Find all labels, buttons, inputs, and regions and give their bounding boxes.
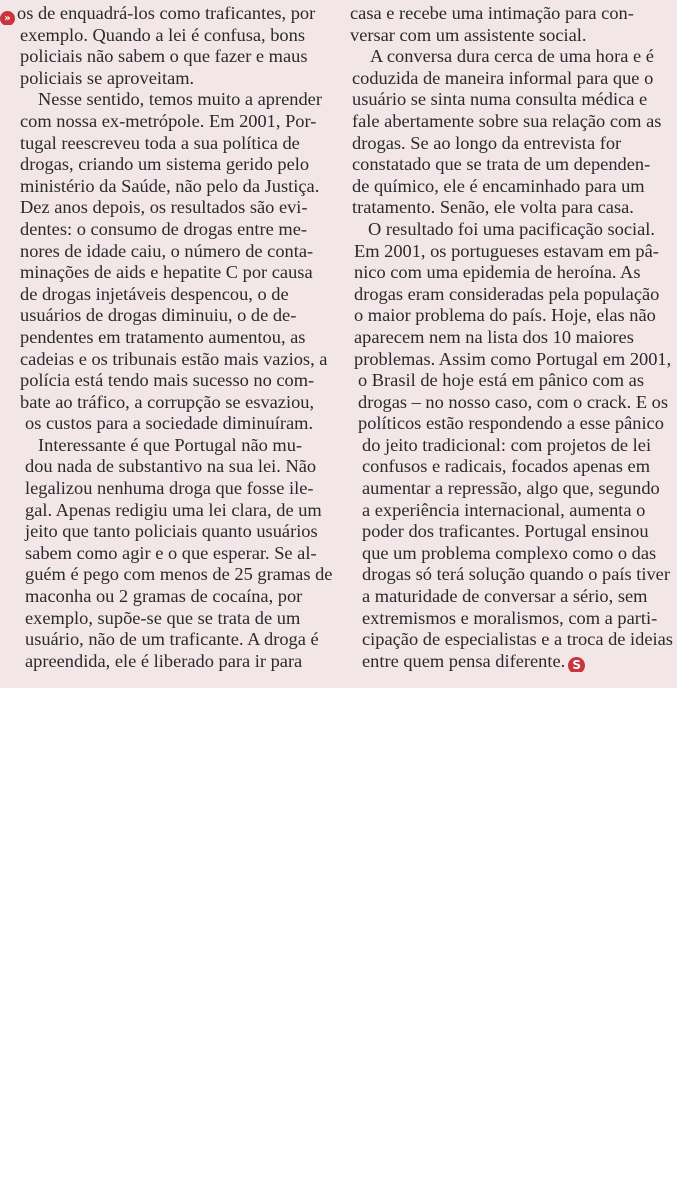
text-line: drogas. Se ao longo da entrevista for bbox=[352, 132, 622, 153]
text-line: polícia está tendo mais sucesso no com- bbox=[20, 370, 315, 391]
text-line: o maior problema do país. Hoje, elas não bbox=[354, 305, 656, 326]
paragraph-start-line: Interessante é que Portugal não mu- bbox=[38, 434, 303, 455]
text-line: nico com uma epidemia de heroína. As bbox=[354, 262, 641, 283]
text-line: cipação de especialistas e a troca de ideias bbox=[362, 629, 673, 650]
text-line: problemas. Assim como Portugal em 2001, bbox=[354, 348, 672, 369]
text-line: políticos estão respondendo a esse pânico bbox=[358, 413, 664, 434]
continuation-icon: » bbox=[0, 11, 15, 25]
text-line: tugal reescreveu toda a sua política de bbox=[20, 132, 300, 153]
text-line: que um problema complexo como o das bbox=[362, 542, 657, 563]
text-line: sabem como agir e o que esperar. Se al- bbox=[25, 542, 317, 563]
text-line: policiais não sabem o que fazer e maus bbox=[20, 46, 308, 67]
text-line bbox=[350, 651, 675, 673]
line-text: entre quem pensa diferente. bbox=[362, 650, 566, 671]
text-line: Dez anos depois, os resultados são evi- bbox=[20, 197, 308, 218]
text-line: aumentar a repressão, algo que, segundo bbox=[362, 478, 660, 499]
text-line bbox=[0, 3, 340, 25]
text-line: dou nada de substantivo na sua lei. Não bbox=[25, 456, 317, 477]
text-line: do jeito tradicional: com projetos de lei bbox=[362, 434, 652, 455]
text-line: policiais se aproveitam. bbox=[20, 67, 195, 88]
text-line: constatado que se trata de um dependen- bbox=[352, 154, 651, 175]
text-line: bate ao tráfico, a corrupção se esvaziou, bbox=[20, 391, 315, 412]
text-line: o Brasil de hoje está em pânico com as bbox=[358, 370, 644, 391]
paragraph-start-line: A conversa dura cerca de uma hora e é bbox=[370, 46, 654, 67]
text-line: a maturidade de conversar a sério, sem bbox=[362, 586, 648, 607]
text-line: aparecem nem na lista dos 10 maiores bbox=[354, 326, 634, 347]
right-text-column bbox=[350, 3, 675, 672]
paragraph-start-line: Nesse sentido, temos muito a aprender bbox=[38, 89, 322, 110]
text-line: maconha ou 2 gramas de cocaína, por bbox=[25, 586, 303, 607]
text-line: cadeias e os tribunais estão mais vazios, a bbox=[20, 348, 328, 369]
text-line: Em 2001, os portugueses estavam em pâ- bbox=[354, 240, 659, 261]
text-line: gal. Apenas redigiu uma lei clara, de um bbox=[25, 499, 322, 520]
text-line: jeito que tanto policiais quanto usuários bbox=[25, 521, 318, 542]
text-line: poder dos traficantes. Portugal ensinou bbox=[362, 521, 649, 542]
text-line: apreendida, ele é liberado para ir para bbox=[25, 650, 303, 671]
end-of-article-icon: S bbox=[568, 657, 585, 673]
text-line: drogas – no nosso caso, com o crack. E os bbox=[358, 391, 669, 412]
text-line: casa e recebe uma intimação para con- bbox=[350, 3, 634, 23]
text-line: coduzida de maneira informal para que o bbox=[352, 67, 654, 88]
text-line: legalizou nenhuma droga que fosse ile- bbox=[25, 478, 314, 499]
text-line: com nossa ex-metrópole. Em 2001, Por- bbox=[20, 110, 317, 131]
text-line: dentes: o consumo de drogas entre me- bbox=[20, 218, 308, 239]
text-line: exemplo, supõe-se que se trata de um bbox=[25, 607, 301, 628]
text-line: extremismos e moralismos, com a parti- bbox=[362, 607, 658, 628]
text-line: exemplo. Quando a lei é confusa, bons bbox=[20, 24, 305, 45]
left-text-column bbox=[0, 3, 340, 672]
text-line: confusos e radicais, focados apenas em bbox=[362, 456, 651, 477]
text-line: drogas só terá solução quando o país tiver bbox=[362, 564, 670, 585]
paragraph-start-line: O resultado foi uma pacificação social. bbox=[368, 218, 655, 239]
text-line: tratamento. Senão, ele volta para casa. bbox=[352, 197, 634, 218]
text-line: minações de aids e hepatite C por causa bbox=[20, 262, 313, 283]
text-line: nores de idade caiu, o número de conta- bbox=[20, 240, 314, 261]
text-line: de drogas injetáveis despencou, o de bbox=[20, 283, 289, 304]
text-line: pendentes em tratamento aumentou, as bbox=[20, 326, 306, 347]
text-line: versar com um assistente social. bbox=[350, 24, 587, 45]
text-line: drogas, criando um sistema gerido pelo bbox=[20, 154, 310, 175]
text-line: usuário se sinta numa consulta médica e bbox=[352, 89, 648, 110]
text-line: de químico, ele é encaminhado para um bbox=[352, 175, 645, 196]
text-line: a experiência internacional, aumenta o bbox=[362, 499, 646, 520]
text-line: os custos para a sociedade diminuíram. bbox=[25, 413, 314, 434]
text-line: drogas eram consideradas pela população bbox=[354, 283, 660, 304]
text-line: fale abertamente sobre sua relação com as bbox=[352, 110, 662, 131]
line-text: os de enquadrá-los como traficantes, por bbox=[17, 3, 316, 23]
text-line: ministério da Saúde, não pelo da Justiça. bbox=[20, 175, 320, 196]
text-line: guém é pego com menos de 25 gramas de bbox=[25, 564, 333, 585]
text-line: usuário, não de um traficante. A droga é bbox=[25, 629, 319, 650]
text-line: usuários de drogas diminuiu, o de de- bbox=[20, 305, 297, 326]
